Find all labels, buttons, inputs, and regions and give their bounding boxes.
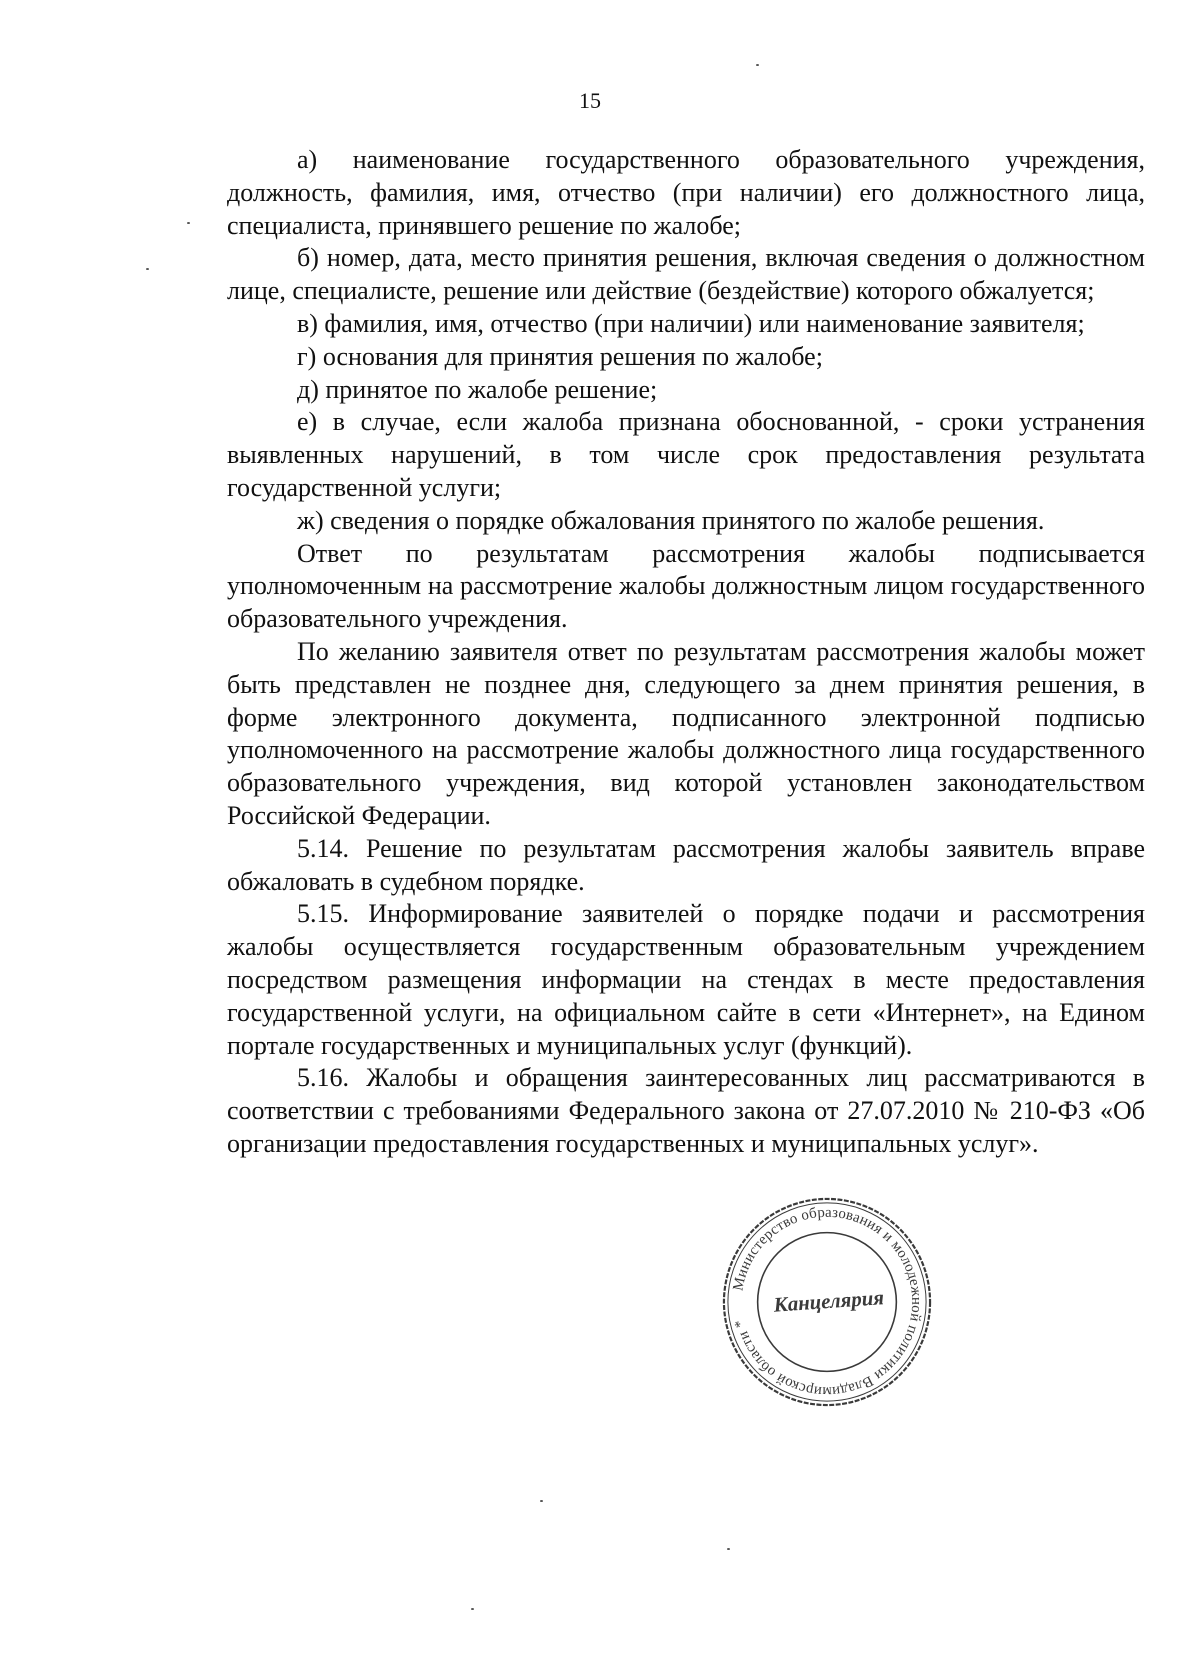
scan-speck [727, 1548, 730, 1550]
paragraph-item-zh: ж) сведения о порядке обжалования принятого по жалобе решения. [297, 505, 1045, 535]
stamp-center-text: Канцелярия [772, 1286, 885, 1317]
paragraph-electronic-answer: По желанию заявителя ответ по результатам рассмотрения жалобы может быть представлен не позднее дня, следующего за днем принятия решения, в форме электронного документа, подписанного электронной подписью уполномоченного на рассмотрение жалобы должностного лица государственного образовательного учреждения, вид которой установлен законодательством Российской Федерации. [227, 636, 1145, 830]
paragraph-item-b: б) номер, дата, место принятия решения, включая сведения о должностном лице, специалисте, решение или действие (бездействие) которого обжалуется; [227, 243, 1145, 306]
scan-speck [146, 268, 149, 270]
scan-speck [540, 1500, 543, 1502]
paragraph-item-d: д) принятое по жалобе решение; [297, 374, 658, 404]
office-stamp [718, 1193, 936, 1411]
paragraph-5-16: 5.16. Жалобы и обращения заинтересованных лиц рассматриваются в соответствии с требованиями Федерального закона от 27.07.2010 № 210-ФЗ «Об организации предоставления государственных и муниципальных услуг». [227, 1063, 1145, 1158]
scan-speck [756, 64, 759, 66]
paragraph-item-g: г) основания для принятия решения по жалобе; [297, 341, 823, 371]
stamp-separator: * [731, 1317, 750, 1330]
scan-speck [471, 1608, 474, 1610]
paragraph-item-v: в) фамилия, имя, отчество (при наличии) или наименование заявителя; [297, 308, 1085, 338]
scan-speck [187, 222, 190, 224]
document-body [227, 144, 1145, 1161]
paragraph-item-a: а) наименование государственного образовательного учреждения, должность, фамилия, имя, отчество (при наличии) его должностного лица, специалиста, принявшего решение по жалобе; [227, 145, 1145, 240]
stamp-ring-label: Министерство образования и молодежной политики Владимирской области [730, 1204, 925, 1400]
paragraph-5-15: 5.15. Информирование заявителей о порядке подачи и рассмотрения жалобы осуществляется государственным образовательным учреждением посредством размещения информации на стендах в месте предоставления государственной услуги, на официальном сайте в сети «Интернет», на Едином портале государственных и муниципальных услуг (функций). [227, 899, 1145, 1060]
paragraph-5-14: 5.14. Решение по результатам рассмотрения жалобы заявитель вправе обжаловать в судебном порядке. [227, 833, 1145, 896]
page-number: 15 [579, 88, 601, 113]
paragraph-item-e: е) в случае, если жалоба признана обоснованной, - сроки устранения выявленных нарушений, в том числе срок предоставления результата государственной услуги; [227, 407, 1145, 502]
paragraph-answer-signing: Ответ по результатам рассмотрения жалобы подписывается уполномоченным на рассмотрение жалобы должностным лицом государственного образовательного учреждения. [227, 538, 1145, 634]
